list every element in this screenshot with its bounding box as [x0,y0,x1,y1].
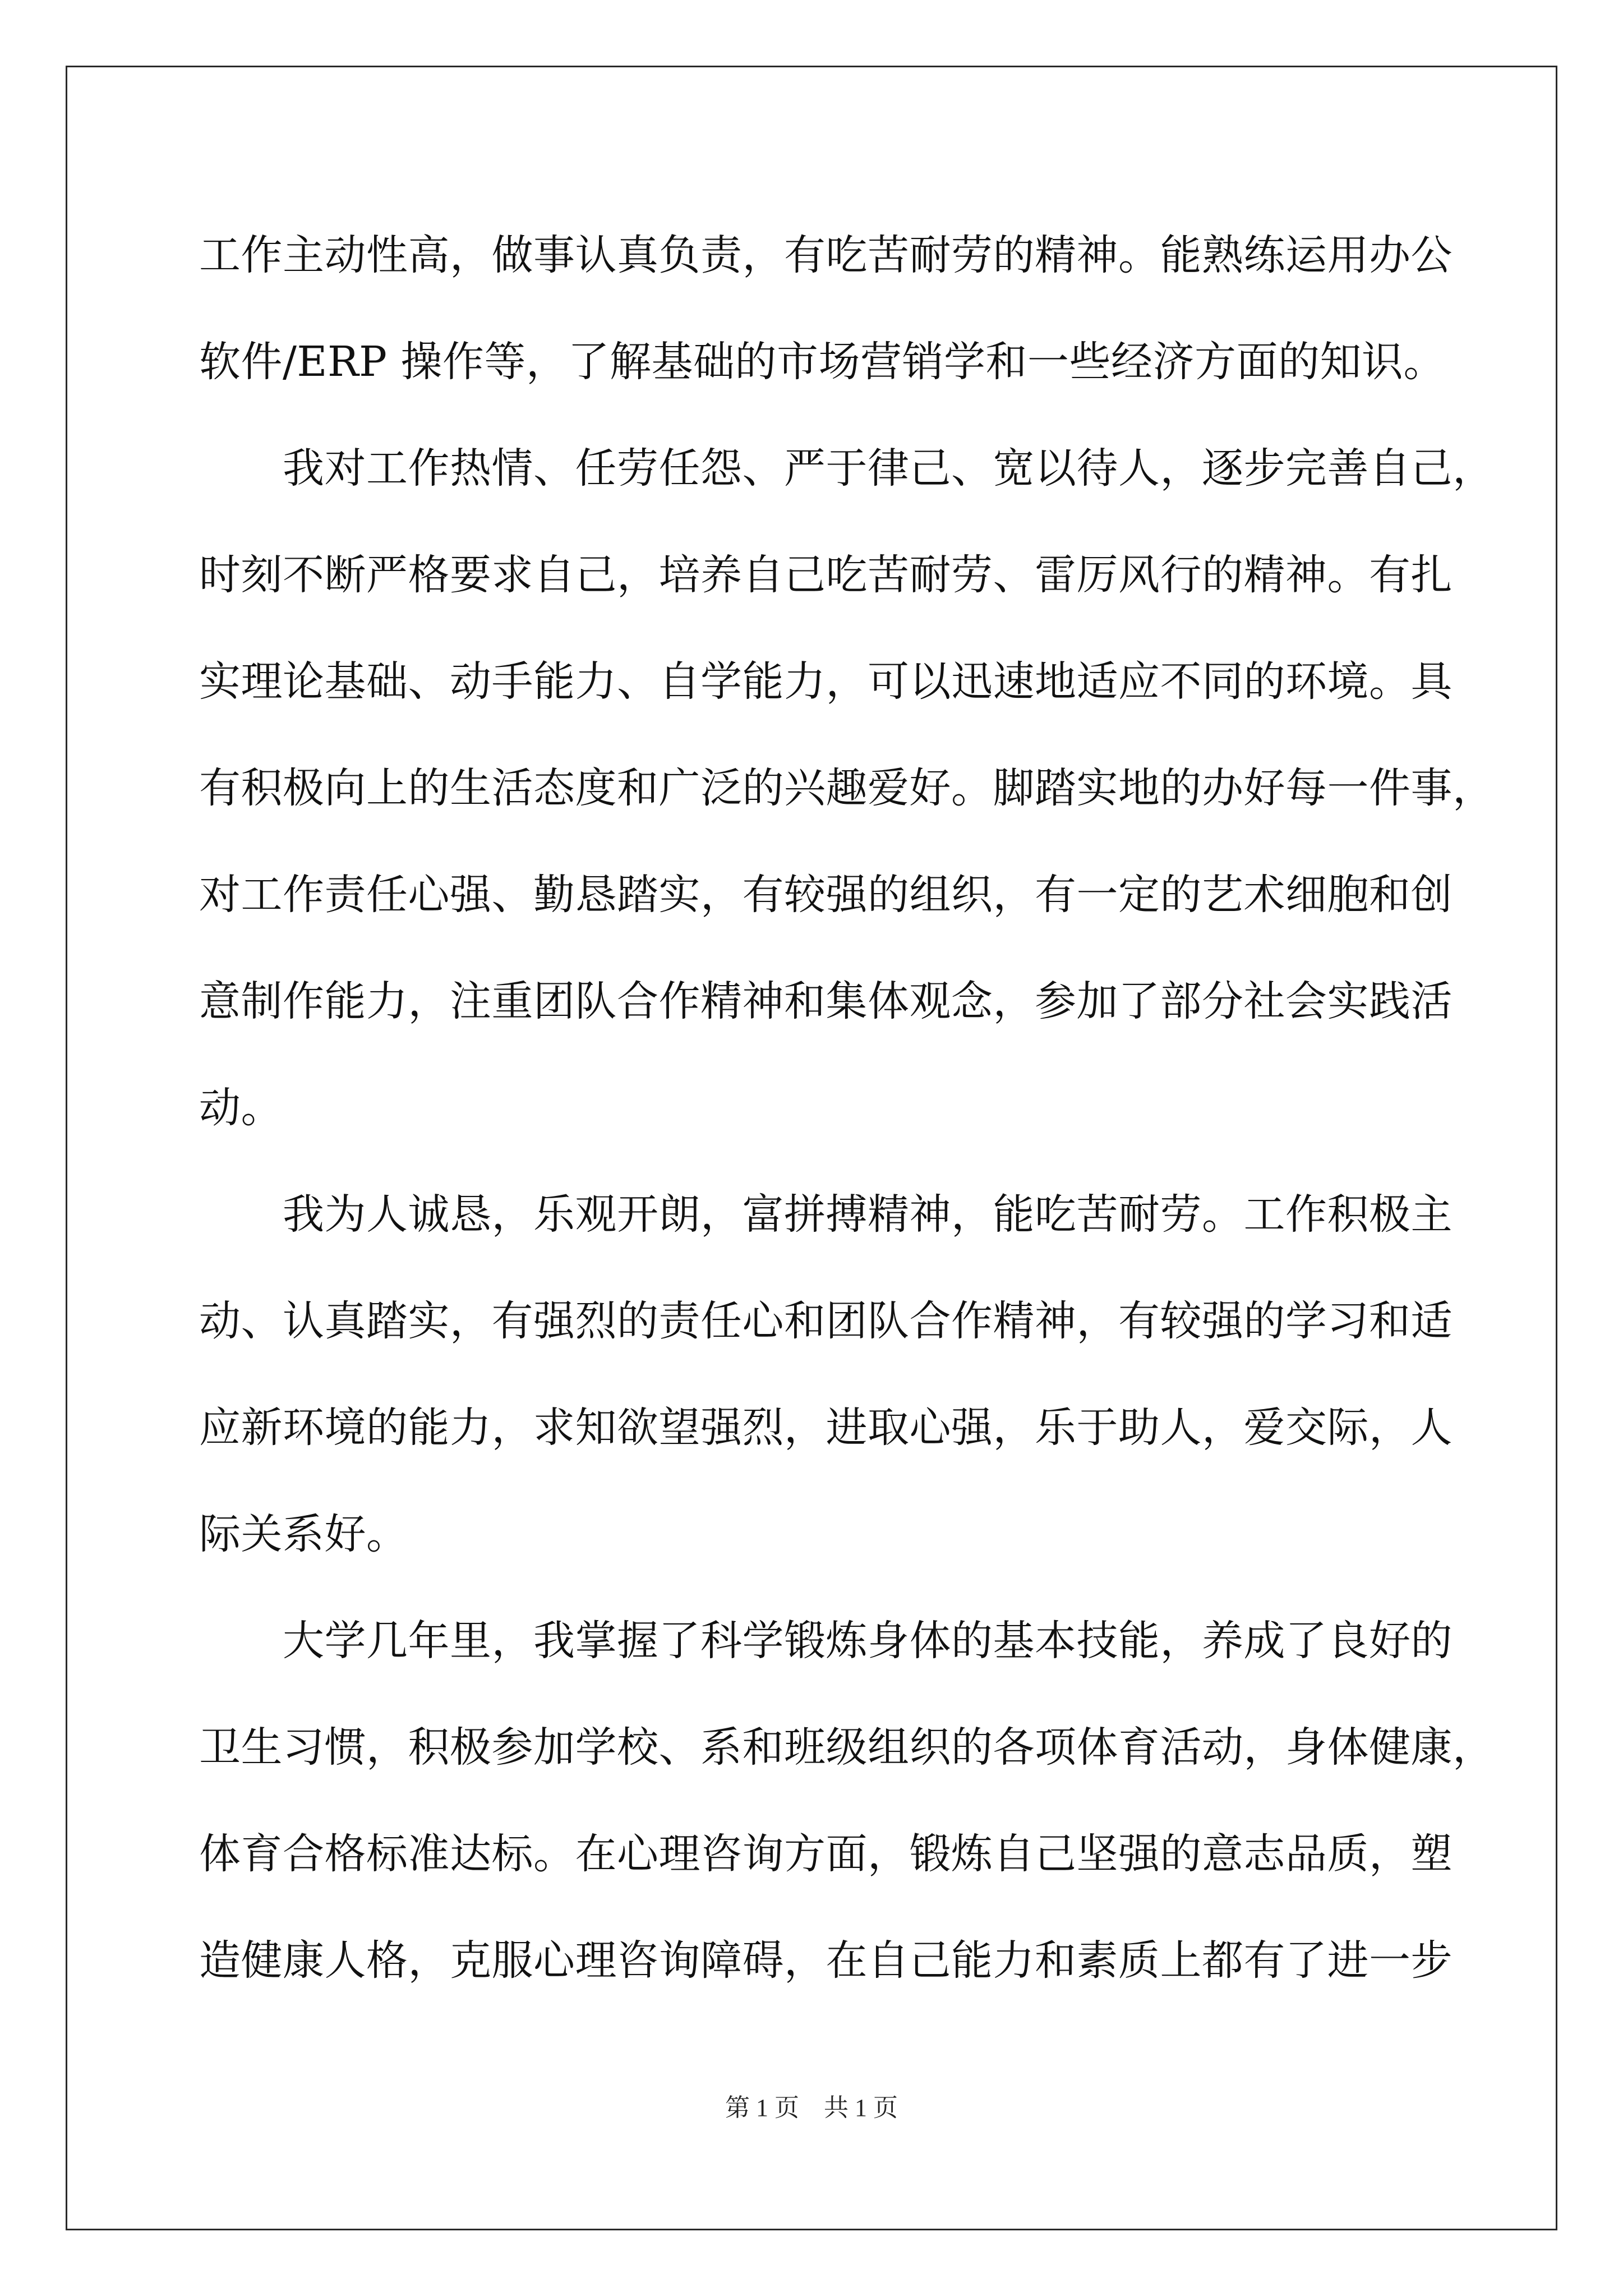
text-line: 工作主动性高，做事认真负责，有吃苦耐劳的精神。能熟练运用办公 [199,231,1453,279]
text-line: 对工作责任心强、勤恳踏实，有较强的组织，有一定的艺术细胞和创 [199,871,1453,919]
text-line: 应新环境的能力，求知欲望强烈，进取心强，乐于助人，爱交际，人 [199,1404,1453,1452]
text-line: 有积极向上的生活态度和广泛的兴趣爱好。脚踏实地的办好每一件事， [199,764,1495,812]
text-line: 大学几年里，我掌握了科学锻炼身体的基本技能，养成了良好的 [199,1617,1453,1665]
text-line: 时刻不断严格要求自己，培养自己吃苦耐劳、雷厉风行的精神。有扎 [199,551,1453,599]
text-line: 造健康人格，克服心理咨询障碍，在自己能力和素质上都有了进一步 [199,1936,1453,1985]
text-line: 意制作能力，注重团队合作精神和集体观念，参加了部分社会实践活 [199,977,1453,1025]
text-line: 软件/ERP 操作等，了解基础的市场营销学和一些经济方面的知识。 [199,338,1445,386]
text-line: 体育合格标准达标。在心理咨询方面，锻炼自己坚强的意志品质，塑 [199,1830,1453,1878]
text-line: 际关系好。 [199,1510,408,1558]
document-body [199,202,1495,2014]
page-footer [0,2091,1623,2125]
text-line: 我为人诚恳，乐观开朗，富拼搏精神，能吃苦耐劳。工作积极主 [199,1190,1453,1239]
text-line: 动、认真踏实，有强烈的责任心和团队合作精神，有较强的学习和适 [199,1297,1453,1345]
text-line: 实理论基础、动手能力、自学能力，可以迅速地适应不同的环境。具 [199,657,1453,706]
text-line: 卫生习惯，积极参加学校、系和班级组织的各项体育活动，身体健康， [199,1723,1495,1772]
text-line: 动。 [199,1084,283,1132]
page-number: 第 1 页 共 1 页 [725,2094,898,2122]
text-line: 我对工作热情、任劳任怨、严于律己、宽以待人，逐步完善自己， [199,444,1495,493]
